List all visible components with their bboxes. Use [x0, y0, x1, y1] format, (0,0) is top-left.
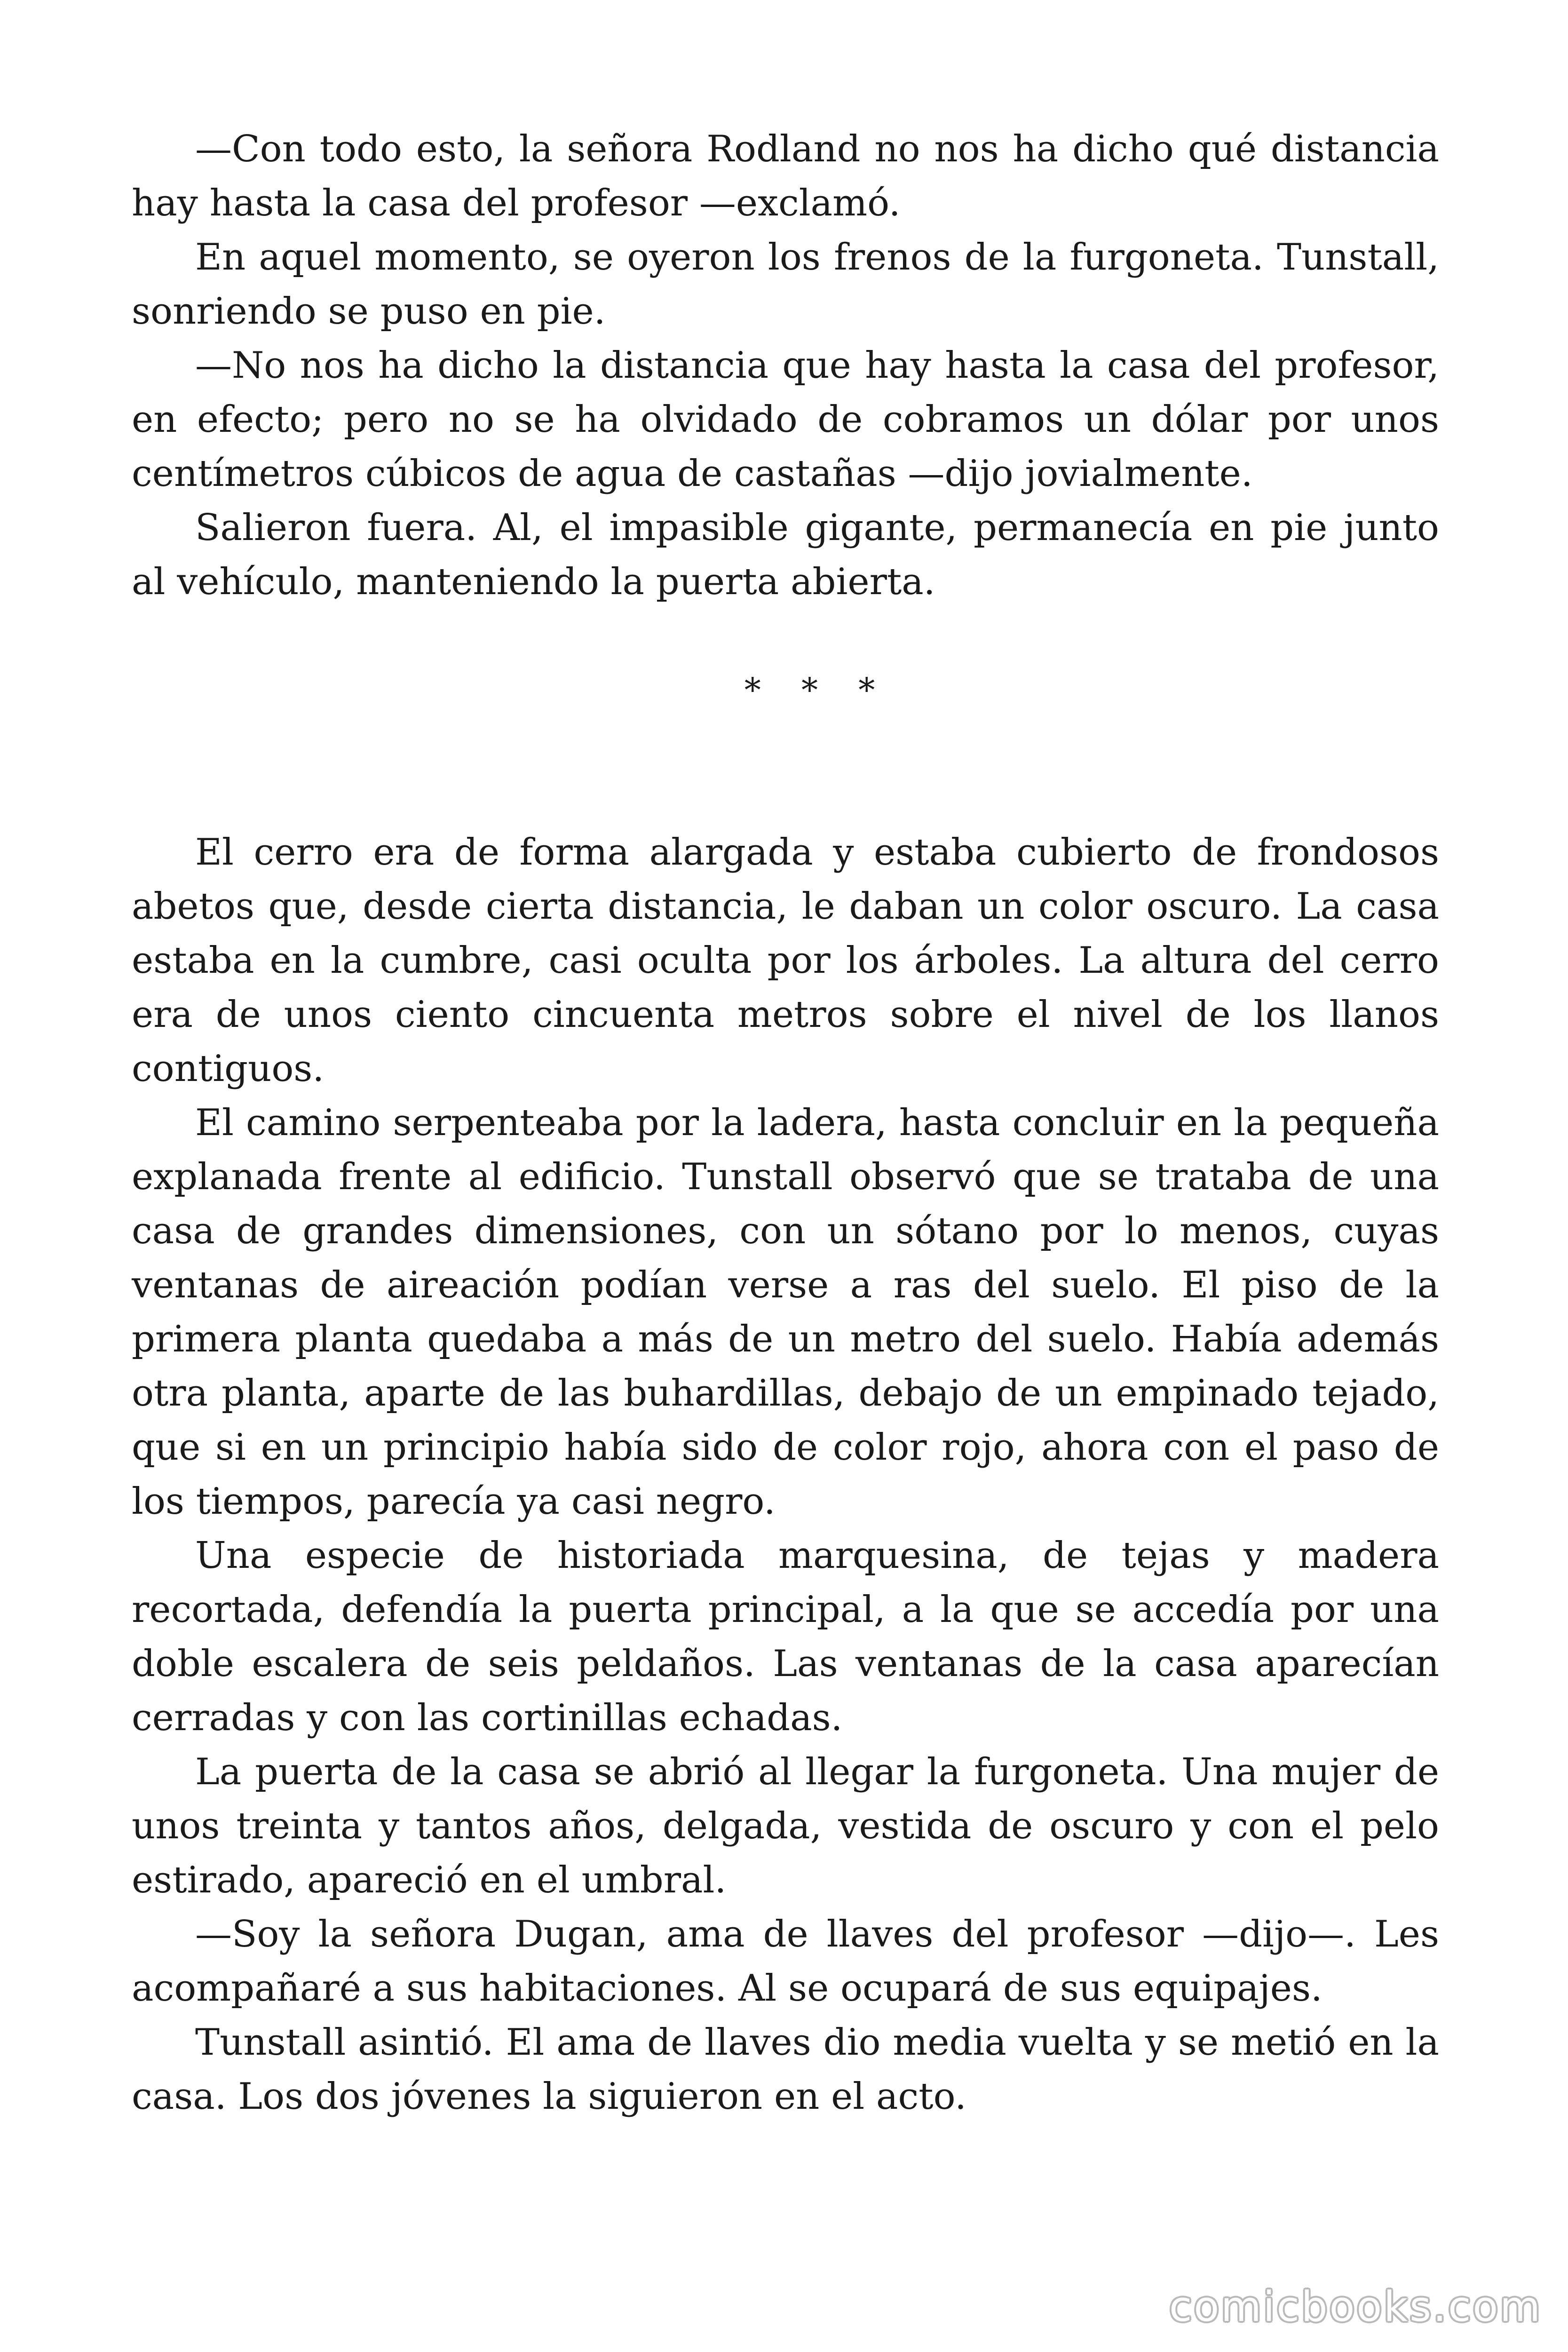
paragraph: —Soy la señora Dugan, ama de llaves del profesor —dijo—. Les acompañaré a sus habitaciones. Al se ocupará de sus equipajes.	[132, 1913, 1439, 2010]
paragraph: En aquel momento, se oyeron los frenos de la furgoneta. Tunstall, sonriendo se puso en pie.	[132, 236, 1439, 333]
paragraph: La puerta de la casa se abrió al llegar la furgoneta. Una mujer de unos treinta y tantos años, delgada, vestida de oscuro y con el pelo estirado, apareció en el umbral.	[132, 1751, 1439, 1901]
section-separator: * * *	[744, 671, 890, 709]
paragraph: El cerro era de forma alargada y estaba cubierto de frondosos abetos que, desde cierta distancia, le daban un color oscuro. La casa estaba en la cumbre, casi oculta por los árboles. La altura del cerro era de unos ciento cincuenta metros sobre el nivel de los llanos contiguos.	[132, 831, 1439, 1090]
paragraph: El camino serpenteaba por la ladera, hasta concluir en la pequeña explanada frente al edificio. Tunstall observó que se trataba de una casa de grandes dimensiones, con un sótano por lo menos, cuyas ventanas de aireación podían verse a ras del suelo. El piso de la primera planta quedaba a más de un metro del suelo. Había además otra planta, aparte de las buhardillas, debajo de un empinado tejado, que si en un principio había sido de color rojo, ahora con el paso de los tiempos, parecía ya casi negro.	[132, 1102, 1439, 1523]
book-page	[132, 122, 1439, 2124]
paragraph: —No nos ha dicho la distancia que hay hasta la casa del profesor, en efecto; pero no se ha olvidado de cobramos un dólar por unos centímetros cúbicos de agua de castañas —dijo jovialmente.	[132, 344, 1439, 495]
watermark: comicbooks.com	[1169, 2282, 1542, 2331]
section-one	[132, 122, 1439, 609]
paragraph: Una especie de historiada marquesina, de tejas y madera recortada, defendía la puerta principal, a la que se accedía por una doble escalera de seis peldaños. Las ventanas de la casa aparecían cerradas y con las cortinillas echadas.	[132, 1534, 1439, 1739]
paragraph: Tunstall asintió. El ama de llaves dio media vuelta y se metió en la casa. Los dos jóvenes la siguieron en el acto.	[132, 2021, 1439, 2118]
section-two	[132, 826, 1439, 2124]
paragraph: —Con todo esto, la señora Rodland no nos ha dicho qué distancia hay hasta la casa del profesor —exclamó.	[132, 128, 1439, 224]
paragraph: Salieron fuera. Al, el impasible gigante, permanecía en pie junto al vehículo, manteniendo la puerta abierta.	[132, 507, 1439, 603]
